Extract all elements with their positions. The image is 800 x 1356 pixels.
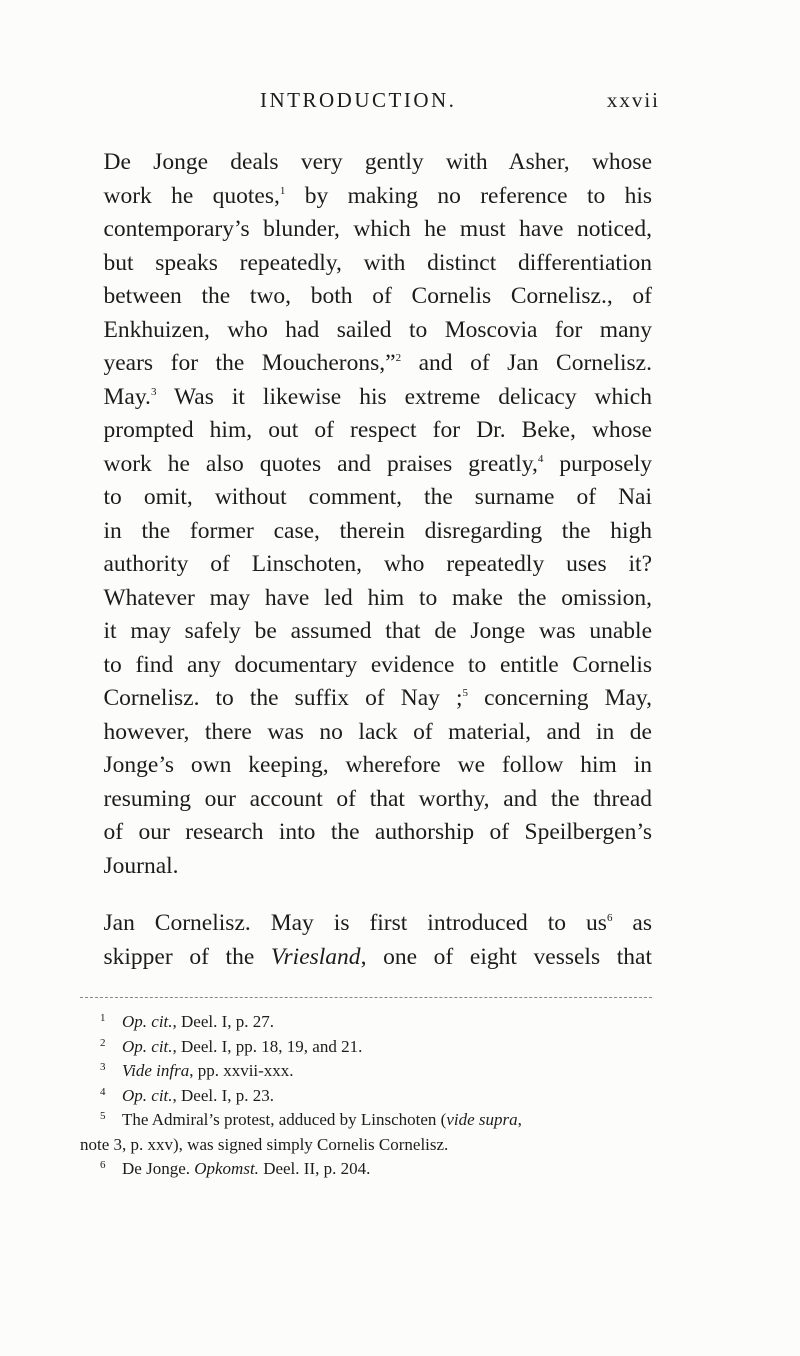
text-line [80, 716, 652, 750]
footnote-marker [80, 1059, 122, 1084]
text-line [80, 850, 652, 884]
footnote-marker [80, 1010, 122, 1035]
text-line [80, 247, 652, 281]
text-line [80, 347, 652, 381]
text-run: , pp. xxvii-xxx. [189, 1061, 294, 1080]
text-run: resuming our account of that worthy, and the thread [103, 785, 652, 812]
text-run: Deel. II, p. 204. [258, 1159, 371, 1178]
text-run: note 3, p. xxv), was signed simply Cornelis Cornelisz. [80, 1134, 449, 1154]
footnote [80, 1035, 652, 1060]
italic-text: Op. cit. [122, 1036, 173, 1056]
text-line [80, 615, 652, 649]
text-run: of our research into the authorship of Speilbergen’s [103, 819, 652, 845]
text-run: , one of eight vessels that [360, 943, 652, 970]
footnote-marker [80, 1084, 122, 1109]
text-line [80, 414, 652, 448]
footnote-number: 5 [100, 1110, 106, 1122]
text-line [80, 146, 652, 180]
footnote-reference: 6 [606, 912, 613, 924]
text-run: and of Jan Cornelisz. [401, 350, 652, 376]
text-run: Enkhuizen, who had sailed to Moscovia for many [103, 316, 652, 343]
footnote-reference: 5 [462, 687, 469, 699]
footnote-reference: 1 [279, 184, 286, 197]
footnote [80, 1059, 652, 1084]
footnote [80, 1084, 652, 1109]
italic-text: Op. cit. [122, 1012, 173, 1031]
text-line [80, 783, 652, 817]
footnote-reference: 2 [395, 352, 402, 364]
footnote [80, 1108, 652, 1133]
footnote-marker [80, 1035, 122, 1060]
text-line [80, 213, 652, 247]
text-run: however, there was no lack of material, and in de [103, 718, 652, 745]
footnote-number: 3 [100, 1061, 106, 1073]
text-run: as [612, 910, 652, 936]
footnote-reference: 3 [150, 385, 157, 398]
text-run: to omit, without comment, the surname of Nai [103, 484, 652, 510]
running-header [260, 88, 660, 118]
text-line [80, 941, 652, 975]
text-run: concerning May, [468, 685, 652, 711]
text-run: work he also quotes and praises greatly, [103, 450, 538, 477]
text-line [80, 180, 652, 214]
text-run: Cornelisz. to the suffix of Nay ; [103, 685, 463, 711]
text-line [80, 280, 652, 314]
text-line [80, 907, 652, 941]
text-run: , [517, 1110, 522, 1129]
body-text [80, 146, 652, 974]
italic-text: vide supra [446, 1110, 518, 1129]
paragraph-2 [80, 907, 652, 974]
text-line [80, 481, 652, 515]
text-run: The Admiral’s protest, adduced by Linschoten ( [122, 1110, 447, 1129]
footnote [80, 1157, 652, 1182]
text-run: contemporary’s blunder, which he must have noticed, [103, 216, 652, 242]
footnote-reference: 4 [537, 452, 544, 465]
text-run: it may safely be assumed that de Jonge was unable [103, 618, 652, 644]
text-run: by making no reference to his [285, 182, 652, 209]
footnote-number: 4 [100, 1085, 106, 1098]
text-run: , Deel. I, p. 23. [172, 1085, 275, 1105]
text-run: May. [103, 383, 151, 410]
text-line [80, 548, 652, 582]
footnote-marker [80, 1157, 122, 1182]
text-run: purposely [543, 450, 653, 477]
text-run: , Deel. I, pp. 18, 19, and 21. [172, 1036, 363, 1056]
text-line [80, 381, 652, 415]
text-run: to find any documentary evidence to entitle Cornelis [103, 651, 652, 678]
text-run: Jan Cornelisz. May is first introduced to us [103, 910, 607, 936]
italic-text: Vriesland [270, 943, 361, 970]
text-run: work he quotes, [103, 182, 280, 209]
text-run: Jonge’s own keeping, wherefore we follow him in [103, 752, 652, 778]
footnote-continuation [80, 1133, 652, 1158]
text-run: Was it likewise his extreme delicacy which [156, 383, 652, 410]
footnote-divider [80, 997, 652, 998]
footnote-number: 2 [100, 1036, 106, 1049]
text-line [80, 749, 652, 783]
running-title: INTRODUCTION. [260, 88, 457, 112]
text-line [80, 816, 652, 850]
footnote-number: 6 [100, 1159, 106, 1171]
italic-text: Op. cit. [122, 1085, 173, 1105]
text-run: between the two, both of Cornelis Cornelisz., of [103, 283, 652, 309]
text-run: but speaks repeatedly, with distinct differentiation [103, 249, 652, 276]
text-run: in the former case, therein disregarding the high [103, 517, 652, 544]
text-run: years for the Moucherons,” [103, 350, 396, 376]
footnote [80, 1010, 652, 1035]
text-run: De Jonge. [122, 1159, 195, 1178]
text-line [80, 314, 652, 348]
page-number: xxvii [606, 88, 660, 112]
text-run: skipper of the [103, 943, 271, 970]
italic-text: Opkomst. [194, 1159, 259, 1178]
footnotes [80, 1010, 652, 1182]
text-line [80, 649, 652, 683]
text-run: authority of Linschoten, who repeatedly uses it? [103, 551, 652, 577]
text-run: Whatever may have led him to make the omission, [103, 584, 652, 611]
text-line [80, 515, 652, 549]
italic-text: Vide infra [122, 1061, 190, 1080]
text-run: Journal. [103, 852, 179, 879]
footnote-marker [80, 1108, 122, 1133]
text-run: De Jonge deals very gently with Asher, whose [103, 149, 652, 175]
text-line [80, 448, 652, 482]
footnote-number: 1 [100, 1012, 106, 1024]
text-run: , Deel. I, p. 27. [172, 1012, 275, 1031]
text-line [80, 582, 652, 616]
paragraph-1 [80, 146, 652, 883]
text-run: prompted him, out of respect for Dr. Beke, whose [103, 417, 652, 443]
text-line [80, 682, 652, 716]
